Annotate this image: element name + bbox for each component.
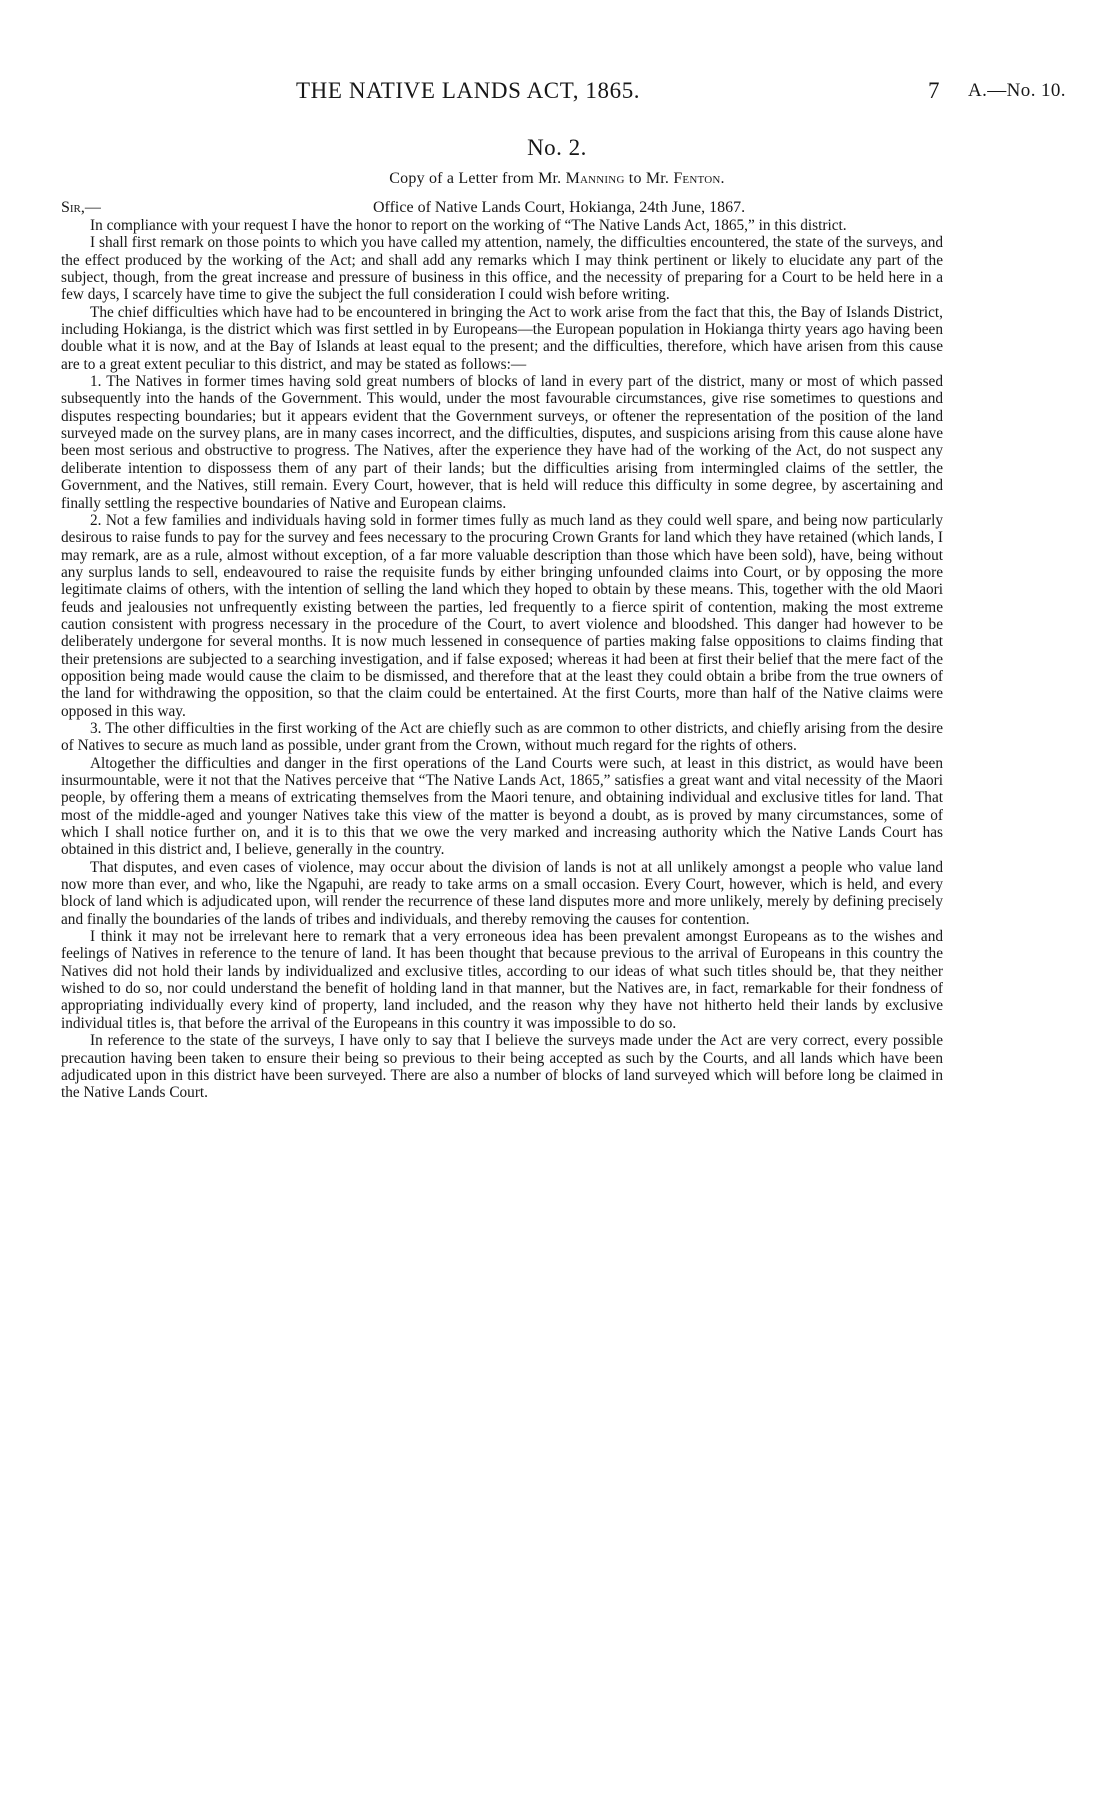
paragraph-compliance: In compliance with your request I have the honor to report on the working of “The Native Lands Act, 1865,” in this district.	[90, 217, 847, 234]
running-title: THE NATIVE LANDS ACT, 1865.	[296, 78, 641, 103]
paragraph-surveys: In reference to the state of the surveys, I have only to say that I believe the surveys made under the Act are very correct, every possible precaution having been taken to ensure their being so previous to their being accepted as such by the Courts, and all lands which have been adjudicated upon in this district have been surveyed. There are also a number of blocks of land surveyed which will before long be claimed in the Native Lands Court.	[61, 1032, 943, 1102]
paragraph-point-2: 2. Not a few families and individuals having sold in former times fully as much land as they could well spare, and being now particularly desirous to raise funds to pay for the survey and fees necessary to the procuring Crown Grants for land which they have retained (which lands, I may remark, are as a rule, almost without exception, of a far more valuable description than those which have been sold), have, being without any surplus lands to sell, endeavoured to raise the requisite funds by either bringing unfounded claims into Court, or by opposing the more legitimate claims of others, with the intention of selling the land which they hoped to obtain by these means. This, together with the old Maori feuds and jealousies not unfrequently existing between the parties, led frequently to a fierce spirit of contention, making the most extreme caution consistent with progress necessary in the procedure of the Court, to avert violence and bloodshed. This danger had however to be deliberately undergone for several months. It is now much lessened in consequence of parties making false oppositions to claims finding that their pretensions are subjected to a searching investigation, and if false exposed; whereas it had been at first their belief that the mere fact of the opposition being made would cause the claim to be dismissed, and therefore that at the least they could obtain a bribe from the true owners of the land for withdrawing the opposition, so that the claim could be entertained. At the first Courts, more than half of the Native claims were opposed in this way.	[61, 511, 943, 720]
page-number: 7	[928, 78, 940, 103]
caption-suffix: .	[720, 170, 725, 187]
paragraph-point-3: 3. The other difficulties in the first working of the Act are chiefly such as are common to other districts, and chiefly arising from the desire of Natives to secure as much land as possible, under grant from the Crown, without much regard for the rights of others.	[61, 719, 943, 755]
recipient-name: Fenton	[673, 170, 721, 187]
dateline: Office of Native Lands Court, Hokianga, 24th June, 1867.	[373, 199, 746, 216]
paragraph-first-remarks: I shall first remark on those points to which you have called my attention, namely, the difficulties encountered, the state of the surveys, and the effect produced by the working of the Act; and shall add any remarks which I may think pertinent or likely to elucidate any part of the subject, though, from the great increase and pressure of business in this office, and the necessity of preparing for a Court to be held here in a few days, I scarcely have time to give the subject the full consideration I could wish before writing.	[61, 234, 943, 304]
paragraph-altogether: Altogether the difficulties and danger in the first operations of the Land Courts were such, at least in this district, as would have been insurmountable, were it not that the Natives perceive that “The Native Lands Act, 1865,” satisfies a great want and vital necessity of the Maori people, by offering them a means of extricating themselves from the Maori tenure, and obtaining individual and exclusive titles for land. That most of the middle-aged and younger Natives take this view of the matter is beyond a doubt, as is proved by many circumstances, some of which I shall notice further on, and it is to this that we owe the very marked and increasing authority which the Native Lands Court has obtained in this district and, I believe, generally in the country.	[61, 754, 943, 859]
paragraph-erroneous-idea: I think it may not be irrelevant here to remark that a very erroneous idea has been prevalent amongst Europeans as to the wishes and feelings of Natives in reference to the tenure of land. It has been thought that because previous to the arrival of Europeans in this country the Natives did not hold their lands by individualized and exclusive titles, according to our ideas of what such titles should be, that they neither wished to do so, nor could understand the benefit of holding land in that manner, but the Natives are, in fact, remarkable for their fondness of appropriating individually every kind of property, land included, and the reason why they have not hitherto held their lands by exclusive individual titles is, that before the arrival of the Europeans in this country it was impossible to do so.	[61, 928, 943, 1032]
document-number: No. 2.	[527, 135, 587, 160]
paragraph-point-1: 1. The Natives in former times having sold great numbers of blocks of land in every part of the district, many or most of which passed subsequently into the hands of the Government. This would, under the most favourable circumstances, give rise sometimes to questions and disputes respecting boundaries; but it appears evident that the Government surveys, or oftener the representation of the position of the land surveyed made on the survey plans, are in many cases incorrect, and the difficulties, disputes, and suspicions arising from this cause alone have been most serious and obstructive to progress. The Natives, after the experience they have had of the working of the Act, do not suspect any deliberate intention to dispossess them of any part of their lands; but the difficulties arising from intermingled claims of the settler, the Government, and the Natives, still remain. Every Court, however, that is held will reduce this difficulty in some degree, by ascertaining and finally settling the respective boundaries of Native and European claims.	[61, 373, 943, 512]
running-header	[0, 78, 1114, 108]
paragraph-chief-difficulties: The chief difficulties which have had to be encountered in bringing the Act to work arise from the fact that this, the Bay of Islands District, including Hokianga, is the district which was first settled in by Europeans—the European population in Hokianga thirty years ago having been double what it is now, and at the Bay of Islands at least equal to the present; and the difficulties, therefore, which have arisen from this cause are to a great extent peculiar to this district, and may be stated as follows:—	[61, 303, 943, 373]
letter-body	[61, 217, 943, 1102]
caption-middle: to Mr.	[624, 170, 674, 187]
salutation: Sir,—	[61, 199, 101, 216]
paragraph-disputes: That disputes, and even cases of violence, may occur about the division of lands is not at all unlikely amongst a people who value land now more than ever, and who, like the Ngapuhi, are ready to take arms on a small occasion. Every Court, however, which is held, and every block of land which is adjudicated upon, will render the recurrence of these land disputes more and more unlikely, merely by defining precisely and finally the boundaries of the lands of tribes and individuals, and thereby removing the causes for contention.	[61, 858, 943, 928]
sender-name: Manning	[565, 170, 625, 187]
letter-caption	[0, 170, 1114, 188]
paper-reference: A.—No. 10.	[968, 80, 1066, 101]
caption-prefix: Copy of a Letter from Mr.	[389, 170, 566, 187]
